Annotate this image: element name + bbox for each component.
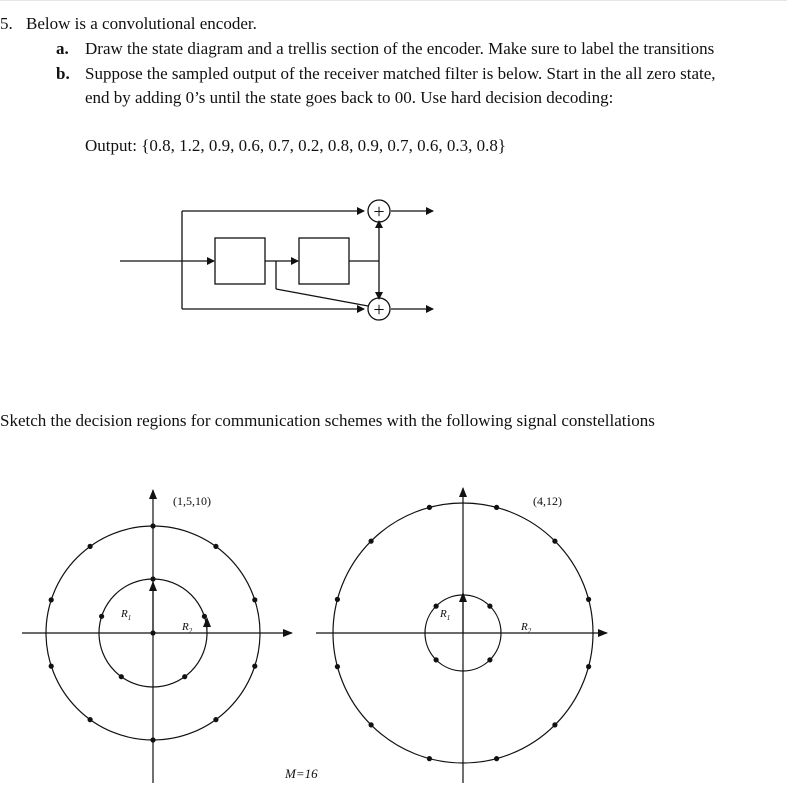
part-b-text-line1: Suppose the sampled output of the receiver matched filter is below. Start in the all zero state, [85, 64, 716, 83]
left-inner-point-5 [150, 576, 155, 581]
top-divider [0, 0, 787, 1]
adder-top [368, 200, 390, 222]
right-outer-point-8 [369, 722, 374, 727]
right-inner-point-3 [434, 657, 439, 662]
part-b-line2: end by adding 0’s until the state goes back to 00. Use hard decision decoding: [85, 88, 614, 107]
left-r1-label: $R_1$ [121, 608, 132, 622]
right-outer-point-3 [494, 505, 499, 510]
part-a [56, 38, 714, 60]
right-outer-point-12 [586, 664, 591, 669]
part-b-label: b. [56, 64, 70, 83]
right-outer-point-6 [335, 597, 340, 602]
left-outer-point-8 [150, 737, 155, 742]
shift-register-1 [215, 238, 265, 284]
right-outer-point-5 [369, 539, 374, 544]
problem-5-header [0, 13, 257, 35]
shift-register-2 [299, 238, 349, 284]
left-inner-circle [99, 579, 207, 687]
left-r2-label: $R_2$ [182, 621, 193, 635]
problem-number: 5. [0, 14, 13, 33]
reg1-tap-diag [276, 289, 368, 306]
left-outer-point-1 [252, 597, 257, 602]
right-r2-label: $R_2$ [521, 621, 532, 635]
left-inner-point-3 [182, 674, 187, 679]
right-r1-label: $R_1$ [440, 608, 451, 622]
left-center-point [150, 630, 155, 635]
right-outer-point-11 [552, 722, 557, 727]
right-inner-circle [425, 595, 501, 671]
left-outer-circle [46, 526, 260, 740]
right-outer-point-10 [494, 756, 499, 761]
adder-top-plus: + [373, 201, 385, 223]
left-outer-point-10 [252, 664, 257, 669]
problem-6-text: Sketch the decision regions for communication schemes with the following signal constellations [0, 411, 655, 430]
left-outer-point-6 [49, 664, 54, 669]
output-sequence: Output: {0.8, 1.2, 0.9, 0.6, 0.7, 0.2, 0.8, 0.9, 0.7, 0.6, 0.3, 0.8} [85, 136, 507, 155]
right-outer-point-2 [552, 539, 557, 544]
part-a-text: Draw the state diagram and a trellis section of the encoder. Make sure to label the transitions [85, 39, 715, 58]
right-outer-point-4 [427, 505, 432, 510]
left-constellation-points [49, 523, 258, 742]
part-a-label: a. [56, 39, 69, 58]
adder-bottom [368, 298, 390, 320]
adder-bottom-plus: + [373, 299, 385, 321]
left-outer-point-2 [213, 544, 218, 549]
left-constellation-label: (1,5,10) [173, 494, 211, 508]
right-inner-point-4 [487, 657, 492, 662]
left-inner-point-1 [99, 614, 104, 619]
right-constellation-points [335, 505, 591, 761]
right-outer-point-1 [586, 597, 591, 602]
left-outer-point-5 [49, 597, 54, 602]
right-inner-point-1 [487, 604, 492, 609]
problem-intro: Below is a convolutional encoder. [26, 14, 257, 33]
left-outer-point-4 [88, 544, 93, 549]
right-outer-point-9 [427, 756, 432, 761]
left-inner-point-4 [202, 614, 207, 619]
right-outer-circle [333, 503, 593, 763]
m-label: M=16 [285, 766, 318, 781]
left-outer-point-9 [213, 717, 218, 722]
right-outer-point-7 [335, 664, 340, 669]
left-inner-point-2 [119, 674, 124, 679]
part-b [56, 63, 716, 85]
left-outer-point-7 [88, 717, 93, 722]
right-constellation-label: (4,12) [533, 494, 562, 508]
right-inner-point-2 [434, 604, 439, 609]
left-outer-point-3 [150, 523, 155, 528]
